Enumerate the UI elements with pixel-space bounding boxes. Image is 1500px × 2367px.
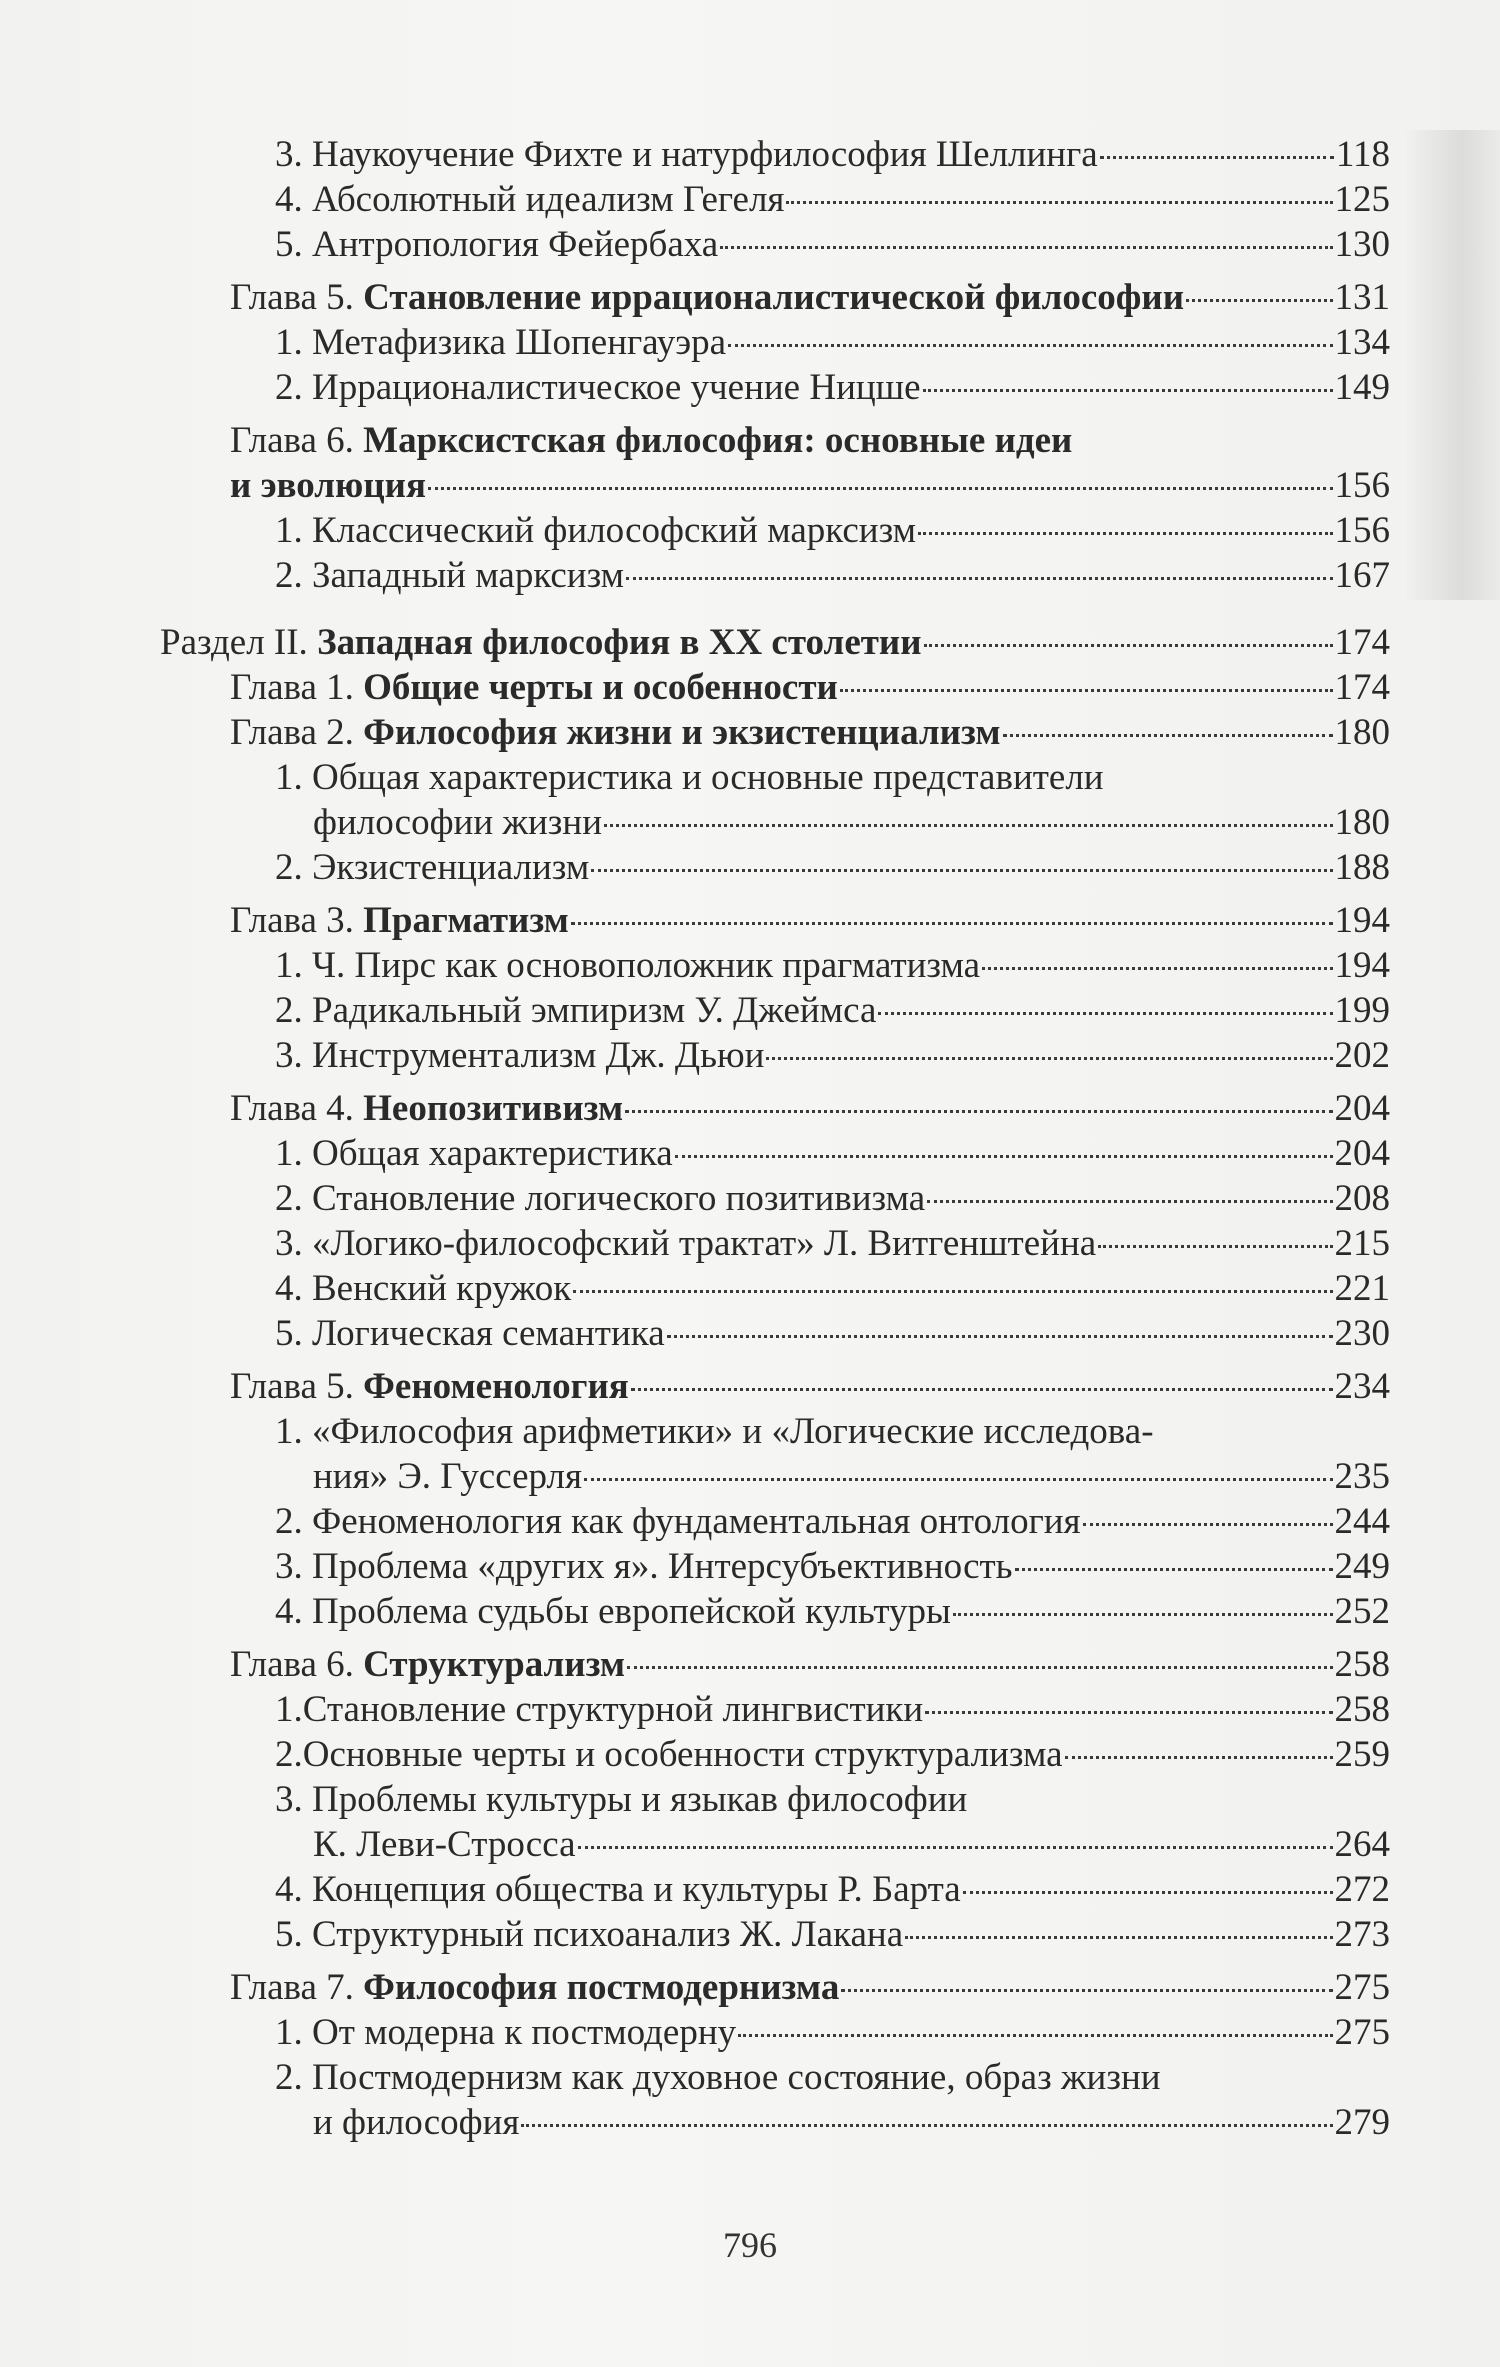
page-ref: 204 bbox=[1334, 1088, 1390, 1129]
table-of-contents bbox=[160, 132, 1390, 2145]
toc-entry-chapter: Глава 2. Философия жизни и экзистенциализм 180 bbox=[230, 712, 1390, 753]
toc-entry-section: 1. Общая характеристика 204 bbox=[275, 1133, 1390, 1174]
toc-entry-section: 3. Проблемы культуры и языкав философии К. Леви-Стросса 264 bbox=[275, 1779, 1390, 1865]
toc-entry-section: 1. От модерна к постмодерну 275 bbox=[275, 2012, 1390, 2053]
page-ref: 194 bbox=[1334, 900, 1390, 941]
page-ref: 180 bbox=[1334, 802, 1390, 843]
toc-entry-section: 4. Абсолютный идеализм Гегеля 125 bbox=[275, 179, 1390, 220]
page-ref: 188 bbox=[1334, 847, 1390, 888]
page-ref: 279 bbox=[1334, 2102, 1390, 2143]
page-ref: 194 bbox=[1334, 945, 1390, 986]
page-ref: 134 bbox=[1334, 322, 1390, 363]
page-ref: 130 bbox=[1334, 224, 1390, 265]
toc-entry-section: 1. Метафизика Шопенгауэра 134 bbox=[275, 322, 1390, 363]
page-ref: 275 bbox=[1334, 1967, 1390, 2008]
toc-entry-section: 3. «Логико-философский трактат» Л. Витгенштейна 215 bbox=[275, 1223, 1390, 1264]
toc-entry-chapter: Глава 6. Структурализм 258 bbox=[230, 1644, 1390, 1685]
toc-entry-section: 3. Наукоучение Фихте и натурфилософия Шеллинга 118 bbox=[275, 134, 1390, 175]
toc-entry-section: 2. Радикальный эмпиризм У. Джеймса 199 bbox=[275, 990, 1390, 1031]
page-ref: 272 bbox=[1334, 1869, 1390, 1910]
page-ref: 258 bbox=[1334, 1689, 1390, 1730]
page-ref: 199 bbox=[1334, 990, 1390, 1031]
page-ref: 275 bbox=[1334, 2012, 1390, 2053]
page-ref: 125 bbox=[1334, 179, 1390, 220]
toc-entry-section: 4. Концепция общества и культуры Р. Барта 272 bbox=[275, 1869, 1390, 1910]
toc-entry-chapter: Глава 6. Марксистская философия: основные идеи и эволюция 156 bbox=[230, 420, 1390, 506]
toc-entry-chapter: Глава 4. Неопозитивизм 204 bbox=[230, 1088, 1390, 1129]
toc-entry-section: 5. Структурный психоанализ Ж. Лакана 273 bbox=[275, 1914, 1390, 1955]
page-ref: 230 bbox=[1334, 1313, 1390, 1354]
toc-entry-section: 1. «Философия арифметики» и «Логические исследова- ния» Э. Гуссерля 235 bbox=[275, 1411, 1390, 1497]
page-ref: 252 bbox=[1334, 1591, 1390, 1632]
toc-entry-chapter: Глава 5. Становление иррационалистической философии 131 bbox=[230, 277, 1390, 318]
page-ref: 204 bbox=[1334, 1133, 1390, 1174]
toc-entry-section: 3. Проблема «других я». Интерсубъективность 249 bbox=[275, 1546, 1390, 1587]
page-ref: 149 bbox=[1334, 367, 1390, 408]
page-ref: 258 bbox=[1334, 1644, 1390, 1685]
toc-entry-part: Раздел II. Западная философия в XX столетии 174 bbox=[160, 622, 1390, 663]
toc-entry-section: 2.Основные черты и особенности структурализма 259 bbox=[275, 1734, 1390, 1775]
page-bleed-shadow bbox=[1405, 130, 1500, 600]
toc-entry-section: 2. Западный марксизм 167 bbox=[275, 555, 1390, 596]
toc-entry-section: 2. Экзистенциализм 188 bbox=[275, 847, 1390, 888]
toc-entry-section: 4. Венский кружок 221 bbox=[275, 1268, 1390, 1309]
toc-entry-section: 1. Ч. Пирс как основоположник прагматизма 194 bbox=[275, 945, 1390, 986]
page-ref: 244 bbox=[1334, 1501, 1390, 1542]
page-ref: 174 bbox=[1334, 667, 1390, 708]
page-ref: 234 bbox=[1334, 1366, 1390, 1407]
toc-entry-section: 1. Классический философский марксизм 156 bbox=[275, 510, 1390, 551]
page-ref: 131 bbox=[1334, 277, 1390, 318]
page-ref: 156 bbox=[1334, 510, 1390, 551]
toc-entry-section: 2. Иррационалистическое учение Ницше 149 bbox=[275, 367, 1390, 408]
toc-entry-section: 2. Феноменология как фундаментальная онтология 244 bbox=[275, 1501, 1390, 1542]
page-ref: 202 bbox=[1334, 1035, 1390, 1076]
toc-entry-section: 3. Инструментализм Дж. Дьюи 202 bbox=[275, 1035, 1390, 1076]
toc-entry-section: 2. Постмодернизм как духовное состояние, образ жизни и философия 279 bbox=[275, 2057, 1390, 2143]
toc-entry-chapter: Глава 5. Феноменология 234 bbox=[230, 1366, 1390, 1407]
toc-entry-section: 1. Общая характеристика и основные представители философии жизни 180 bbox=[275, 757, 1390, 843]
page-ref: 118 bbox=[1335, 134, 1390, 175]
page-ref: 167 bbox=[1334, 555, 1390, 596]
page-ref: 208 bbox=[1334, 1178, 1390, 1219]
page-ref: 264 bbox=[1334, 1824, 1390, 1865]
page-ref: 174 bbox=[1334, 622, 1390, 663]
toc-entry-section: 2. Становление логического позитивизма 208 bbox=[275, 1178, 1390, 1219]
page-ref: 221 bbox=[1334, 1268, 1390, 1309]
toc-entry-chapter: Глава 3. Прагматизм 194 bbox=[230, 900, 1390, 941]
toc-entry-section: 4. Проблема судьбы европейской культуры 252 bbox=[275, 1591, 1390, 1632]
page-ref: 273 bbox=[1334, 1914, 1390, 1955]
toc-entry-chapter: Глава 7. Философия постмодернизма 275 bbox=[230, 1967, 1390, 2008]
page-ref: 215 bbox=[1334, 1223, 1390, 1264]
page-ref: 180 bbox=[1334, 712, 1390, 753]
toc-entry-chapter: Глава 1. Общие черты и особенности 174 bbox=[230, 667, 1390, 708]
toc-entry-section: 5. Антропология Фейербаха 130 bbox=[275, 224, 1390, 265]
page-ref: 249 bbox=[1334, 1546, 1390, 1587]
page-ref: 235 bbox=[1334, 1456, 1390, 1497]
toc-entry-section: 5. Логическая семантика 230 bbox=[275, 1313, 1390, 1354]
page-number: 796 bbox=[723, 2225, 777, 2265]
page-ref: 156 bbox=[1334, 465, 1390, 506]
page-ref: 259 bbox=[1334, 1734, 1390, 1775]
toc-entry-section: 1.Становление структурной лингвистики 258 bbox=[275, 1689, 1390, 1730]
